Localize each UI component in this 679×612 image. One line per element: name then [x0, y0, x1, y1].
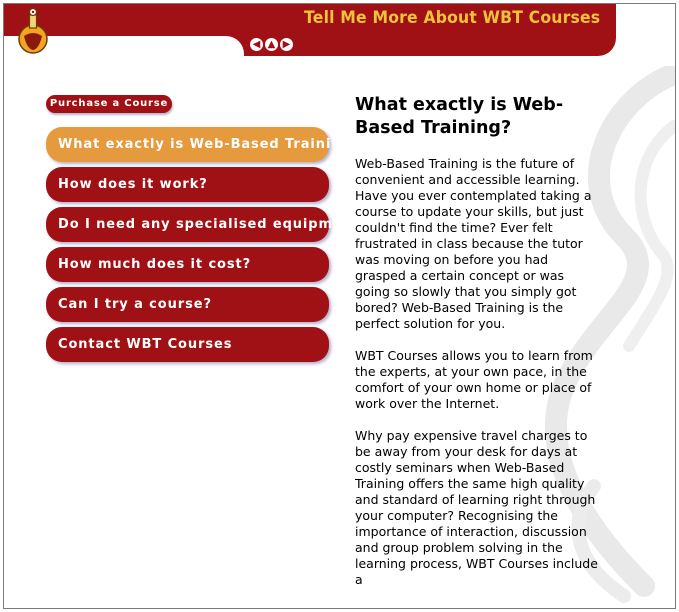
back-arrow-icon[interactable]: ◀	[250, 38, 263, 51]
purchase-course-button[interactable]: Purchase a Course	[46, 95, 172, 113]
page-frame	[3, 3, 676, 609]
menu-item-equipment[interactable]: Do I need any specialised equipment?	[46, 207, 329, 242]
main-content	[355, 94, 600, 604]
content-paragraph: Why pay expensive travel charges to be away from your desk for days at costly seminars when Web-Based Training offers the same high quality and standard of learning right through your computer? Recognising the importance of interaction, discussion and group problem solving in the learning process, WBT Courses include a	[355, 428, 598, 587]
menu-item-try-course[interactable]: Can I try a course?	[46, 287, 329, 322]
menu-item-what-is-wbt[interactable]: What exactly is Web-Based Training?	[46, 127, 329, 162]
menu-item-how-it-works[interactable]: How does it work?	[46, 167, 329, 202]
page-header-title: Tell Me More About WBT Courses	[304, 8, 601, 28]
menu-item-cost[interactable]: How much does it cost?	[46, 247, 329, 282]
menu-item-contact[interactable]: Contact WBT Courses	[46, 327, 329, 362]
content-paragraph: WBT Courses allows you to learn from the experts, at your own pace, in the comfort of your own home or place of work over the Internet.	[355, 348, 593, 411]
nav-arrows	[250, 38, 293, 52]
logo-flask-icon[interactable]	[10, 6, 56, 54]
up-arrow-icon[interactable]: ▲	[265, 38, 278, 51]
content-heading: What exactly is Web-Based Training?	[355, 95, 564, 138]
content-paragraph: Web-Based Training is the future of convenient and accessible learning. Have you ever contemplated taking a course to update your skills, but just couldn't find the time? Ever felt frustrated in class because the tutor was moving on before you had grasped a certain concept or was going so slowly that you simply got bored? Web-Based Training is the perfect solution for you.	[355, 156, 592, 331]
sidebar-menu	[46, 127, 369, 367]
forward-arrow-icon[interactable]: ▶	[280, 38, 293, 51]
